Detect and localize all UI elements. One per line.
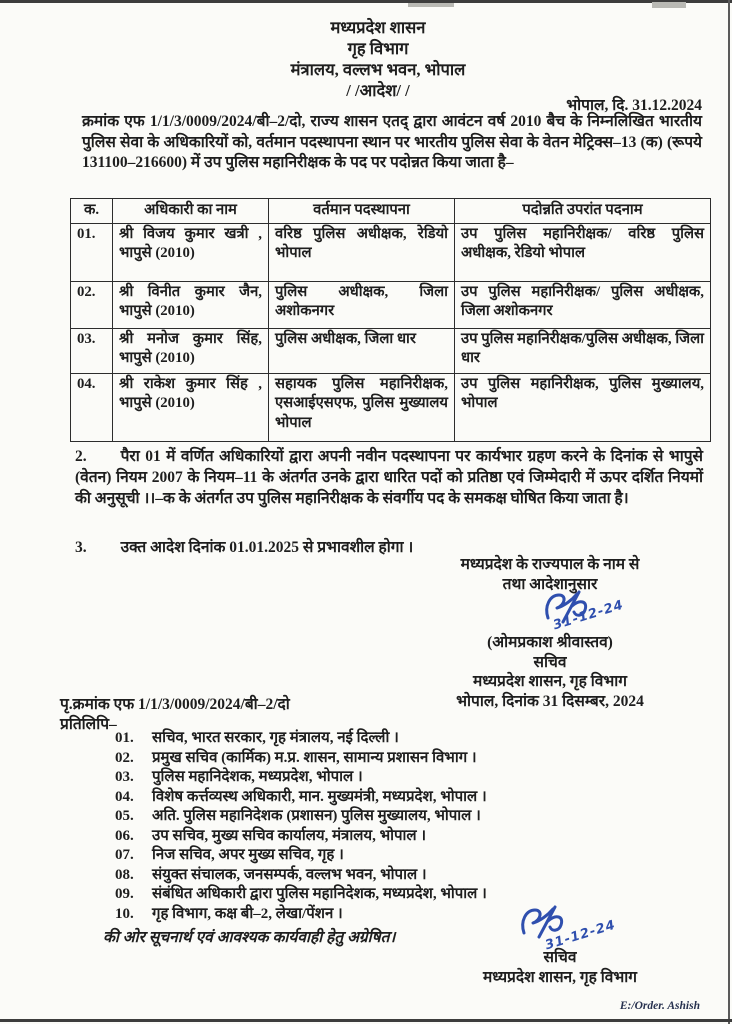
cell-officer-name: श्री राकेश कुमार सिंह , भापुसे (2010) bbox=[113, 373, 269, 441]
footer-signatory bbox=[420, 948, 700, 987]
list-item bbox=[115, 729, 695, 749]
signatory-place-date: भोपाल, दिनांक 31 दिसम्बर, 2024 bbox=[456, 692, 644, 710]
signatory-block bbox=[400, 633, 700, 711]
list-item-number: 08. bbox=[115, 866, 134, 883]
col-header-current-posting: वर्तमान पदस्थापना bbox=[269, 199, 455, 224]
org-name: मध्यप्रदेश शासन bbox=[330, 18, 426, 37]
list-item-number: 06. bbox=[115, 827, 134, 844]
cell-serial: 03. bbox=[71, 328, 113, 373]
list-item bbox=[115, 866, 695, 886]
list-item-number: 10. bbox=[115, 905, 134, 922]
list-item-number: 07. bbox=[115, 847, 134, 863]
cell-current-posting: वरिष्ठ पुलिस अधीक्षक, रेडियो भोपाल bbox=[269, 223, 455, 281]
col-header-post-promotion: पदोन्नति उपरांत पदनाम bbox=[455, 199, 711, 224]
col-header-serial: क. bbox=[71, 199, 113, 224]
list-item bbox=[115, 827, 695, 847]
order-paragraph-1 bbox=[82, 112, 702, 174]
address-line: मंत्रालय, वल्लभ भवन, भोपाल bbox=[290, 60, 466, 79]
list-item-text: पुलिस महानिदेशक, मध्यप्रदेश, भोपाल । bbox=[152, 769, 363, 785]
list-item bbox=[115, 749, 695, 769]
list-item-text: निज सचिव, अपर मुख्य सचिव, गृह । bbox=[152, 847, 344, 863]
authority-line: तथा आदेशानुसार bbox=[502, 576, 598, 593]
list-item-number: 09. bbox=[115, 886, 134, 902]
footer-title: सचिव bbox=[543, 949, 577, 966]
cell-officer-name: श्री मनोज कुमार सिंह, भापुसे (2010) bbox=[113, 328, 269, 373]
signatory-title: सचिव bbox=[533, 653, 567, 671]
list-item-text: उप सचिव, मुख्य सचिव कार्यालय, मंत्रालय, भोपाल । bbox=[152, 827, 427, 844]
forwarding-line: की ओर सूचनार्थ एवं आवश्यक कार्यवाही हेतु अग्रेषित। bbox=[103, 929, 396, 946]
list-item-text: संबंधित अधिकारी द्वारा पुलिस महानिदेशक, मध्यप्रदेश, भोपाल । bbox=[152, 886, 487, 902]
scan-edge-right bbox=[728, 0, 730, 1024]
order-text: राज्य शासन एतद् द्वारा आवंटन वर्ष 2010 बैच के निम्नलिखित भारतीय पुलिस सेवा के अधिकारियों को, वर्तमान पदस्थापना स्थान पर भारतीय पुलिस सेवा के वेतन मेट्रिक्स–13 (क) (रूपये 131100–216600) में उप पुलिस महानिरीक्षक के पद पर पदोन्नत किया जाता है– bbox=[82, 113, 702, 171]
cell-officer-name: श्री विनीत कुमार जैन, भापुसे (2010) bbox=[113, 281, 269, 328]
list-item-number: 03. bbox=[115, 769, 134, 785]
table-header-row bbox=[71, 199, 711, 224]
list-item bbox=[115, 885, 695, 905]
order-paragraph-2 bbox=[75, 446, 703, 509]
copy-to-list bbox=[115, 729, 695, 924]
list-item-number: 05. bbox=[115, 808, 134, 824]
table-row bbox=[71, 328, 711, 373]
order-number: क्रमांक एफ 1/1/3/0009/2024/बी–2/दो, bbox=[82, 113, 306, 130]
list-item bbox=[115, 768, 695, 788]
letterhead bbox=[24, 17, 732, 101]
cell-post-promotion: उप पुलिस महानिरीक्षक/ वरिष्ठ पुलिस अधीक्षक, रेडियो भोपाल bbox=[455, 223, 711, 281]
list-item-text: संयुक्त संचालक, जनसम्पर्क, वल्लभ भवन, भोपाल । bbox=[152, 866, 427, 883]
scan-artifact bbox=[652, 2, 686, 8]
cell-serial: 02. bbox=[71, 281, 113, 328]
authority-line: मध्यप्रदेश के राज्यपाल के नाम से bbox=[460, 556, 640, 573]
paragraph-number: 2. bbox=[75, 448, 87, 465]
endorsement-number: पृ.क्रमांक एफ 1/1/3/0009/2024/बी–2/दो bbox=[60, 696, 290, 713]
cell-serial: 01. bbox=[71, 223, 113, 281]
list-item-number: 04. bbox=[115, 788, 134, 805]
cell-current-posting: पुलिस अधीक्षक, जिला अशोकनगर bbox=[269, 281, 455, 328]
promotion-table bbox=[70, 198, 711, 442]
cell-current-posting: पुलिस अधीक्षक, जिला धार bbox=[269, 328, 455, 373]
cell-current-posting: सहायक पुलिस महानिरीक्षक, एसआईएसएफ, पुलिस मुख्यालय भोपाल bbox=[269, 373, 455, 441]
order-label: / /आदेश/ / bbox=[346, 81, 410, 100]
scan-edge-bottom bbox=[0, 1019, 732, 1022]
list-item bbox=[115, 788, 695, 808]
list-item bbox=[115, 846, 695, 866]
signature-date: 31-12-24 bbox=[543, 917, 618, 954]
paragraph-number: 3. bbox=[75, 539, 87, 556]
table-row bbox=[71, 281, 711, 328]
file-reference: E:/Order. Ashish bbox=[619, 1000, 700, 1012]
cell-post-promotion: उप पुलिस महानिरीक्षक/पुलिस अधीक्षक, जिला धार bbox=[455, 328, 711, 373]
footer-dept: मध्यप्रदेश शासन, गृह विभाग bbox=[482, 968, 638, 986]
signatory-name: (ओमप्रकाश श्रीवास्तव) bbox=[487, 634, 613, 651]
paragraph-text: पैरा 01 में वर्णित अधिकारियों द्वारा अपनी नवीन पदस्थापना पर कार्यभार ग्रहण करने के दिनांक से भापुसे (वेतन) नियम 2007 के नियम–11 के अंतर्गत उनके द्वारा धारित पदों को प्रतिष्ठा एवं जिम्मेदारी में ऊपर दर्शित नियमों की अनुसूची ।।–क के अंतर्गत उप पुलिस महानिरीक्षक के संवर्गीय पद के समकक्ष घोषित किया जाता है। bbox=[75, 448, 703, 507]
scan-artifact bbox=[408, 3, 454, 7]
scan-edge-top bbox=[0, 0, 732, 3]
list-item-number: 02. bbox=[115, 749, 134, 766]
signatory-dept: मध्यप्रदेश शासन, गृह विभाग bbox=[472, 673, 628, 690]
cell-post-promotion: उप पुलिस महानिरीक्षक, पुलिस मुख्यालय, भोपाल bbox=[455, 373, 711, 441]
col-header-officer-name: अधिकारी का नाम bbox=[113, 199, 269, 224]
cell-officer-name: श्री विजय कुमार खत्री , भापुसे (2010) bbox=[113, 223, 269, 281]
table-row bbox=[71, 373, 711, 441]
copy-to-label: प्रतिलिपि– bbox=[60, 716, 117, 733]
dept-name: गृह विभाग bbox=[347, 39, 409, 58]
list-item bbox=[115, 807, 695, 827]
list-item-number: 01. bbox=[115, 730, 134, 746]
cell-post-promotion: उप पुलिस महानिरीक्षक/ पुलिस अधीक्षक, जिला अशोकनगर bbox=[455, 281, 711, 328]
list-item-text: सचिव, भारत सरकार, गृह मंत्रालय, नई दिल्ली । bbox=[152, 730, 399, 746]
signature-date: 31-12-24 bbox=[551, 597, 626, 634]
authority-block bbox=[408, 555, 692, 595]
list-item-text: गृह विभाग, कक्ष बी–2, लेखा/पेंशन । bbox=[152, 905, 343, 922]
table-row bbox=[71, 223, 711, 281]
list-item-text: प्रमुख सचिव (कार्मिक) म.प्र. शासन, सामान्य प्रशासन विभाग । bbox=[152, 749, 477, 766]
place-date: भोपाल, दि. 31.12.2024 bbox=[566, 97, 702, 114]
cell-serial: 04. bbox=[71, 373, 113, 441]
list-item-text: अति. पुलिस महानिदेशक (प्रशासन) पुलिस मुख्यालय, भोपाल । bbox=[152, 808, 481, 824]
paragraph-text: उक्त आदेश दिनांक 01.01.2025 से प्रभावशील होगा । bbox=[120, 539, 414, 556]
list-item-text: विशेष कर्त्तव्यस्थ अधिकारी, मान. मुख्यमंत्री, मध्यप्रदेश, भोपाल । bbox=[152, 788, 487, 805]
